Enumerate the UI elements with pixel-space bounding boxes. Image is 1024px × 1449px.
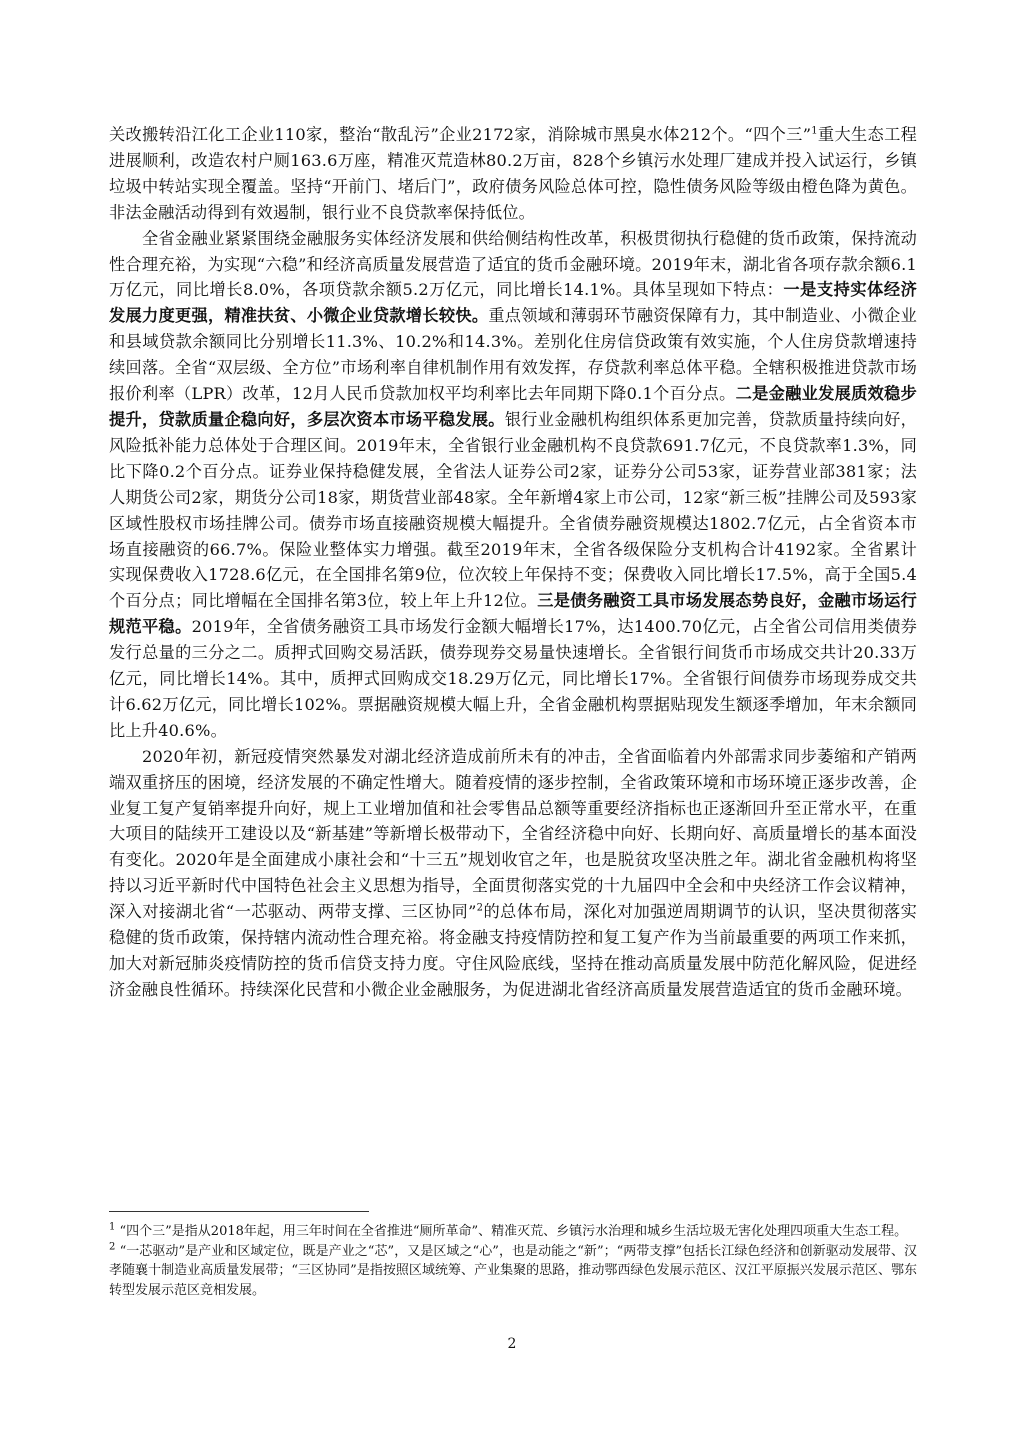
body-text — [109, 122, 917, 1003]
paragraph-2-text-c: 银行业金融机构组织体系更加完善，贷款质量持续向好，风险抵补能力总体处于合理区间。2019年末，全省银行业金融机构不良贷款691.7亿元，不良贷款率1.3%，同比下降0.2个百分点。证券业保持稳健发展，全省法人证券公司2家，证券分公司53家，证券营业部381家；法人期货公司2家，期货分公司18家，期货营业部48家。全年新增4家上市公司，12家“新三板”挂牌公司及593家区域性股权市场挂牌公司。债券市场直接融资规模大幅提升。全省债券融资规模达1802.7亿元，占全省资本市场直接融资的66.7%。保险业整体实力增强。截至2019年末，全省各级保险分支机构合计4192家。全省累计实现保费收入1728.6亿元，在全国排名第9位，位次较上年保持不变；保费收入同比增长17.5%，高于全国5.4个百分点；同比增幅在全国排名第3位，较上年上升12位。 — [109, 409, 917, 611]
footnote-2-text: “一芯驱动”是产业和区域定位，既是产业之“芯”，又是区域之“心”，也是动能之“新”；“两带支撑”包括长江绿色经济和创新驱动发展带、汉孝随襄十制造业高质量发展带；“三区协同”是指按照区域统筹、产业集聚的思路，推动鄂西绿色发展示范区、汉江平原振兴发展示范区、鄂东转型发展示范区竞相发展。 — [109, 1243, 917, 1298]
paragraph-1-text-a: 关改搬转沿江化工企业110家，整治“散乱污”企业2172家，消除城市黑臭水体212个。“四个三” — [109, 125, 812, 144]
footnote-1-text: “四个三”是指从2018年起，用三年时间在全省推进“厕所革命”、精准灭荒、乡镇污水治理和城乡生活垃圾无害化处理四项重大生态工程。 — [119, 1224, 908, 1239]
footnote-ref-2: 2 — [476, 902, 484, 914]
paragraph-3-text-a: 2020年初，新冠疫情突然暴发对湖北经济造成前所未有的冲击，全省面临着内外部需求同步萎缩和产销两端双重挤压的困境，经济发展的不确定性增大。随着疫情的逐步控制，全省政策环境和市场环境正逐步改善，企业复工复产复销率提升向好，规上工业增加值和社会零售品总额等重要经济指标也正逐渐回升至正常水平，在重大项目的陆续开工建设以及“新基建”等新增长极带动下，全省经济稳中向好、长期向好、高质量增长的基本面没有变化。2020年是全面建成小康社会和“十三五”规划收官之年，也是脱贫攻坚决胜之年。湖北省金融机构将坚持以习近平新时代中国特色社会主义思想为指导，全面贯彻落实党的十九届四中全会和中央经济工作会议精神，深入对接湖北省“一芯驱动、两带支撑、三区协同” — [109, 746, 917, 922]
footnote-2 — [109, 1242, 917, 1301]
page-number: 2 — [507, 1336, 517, 1352]
paragraph-2-point-one: 一是支持实体经济发展力度更强，精准扶贫、小微企业贷款增长较快。 — [109, 280, 917, 326]
paragraph-2-text-a: 全省金融业紧紧围绕金融服务实体经济发展和供给侧结构性改革，积极贯彻执行稳健的货币政策，保持流动性合理充裕，为实现“六稳”和经济高质量发展营造了适宜的货币金融环境。2019年末，湖北省各项存款余额6.1万亿元，同比增长8.0%，各项贷款余额5.2万亿元，同比增长14.1%。具体呈现如下特点： — [109, 228, 917, 300]
paragraph-1 — [109, 122, 917, 226]
footnotes — [109, 1222, 917, 1300]
paragraph-2-point-three: 三是债务融资工具市场发展态势良好，金融市场运行规范平稳。 — [109, 591, 917, 637]
paragraph-2 — [109, 226, 917, 744]
footnote-1-marker: 1 — [109, 1221, 116, 1233]
paragraph-1-text-b: 重大生态工程进展顺利，改造农村户厕163.6万座，精准灭荒造林80.2万亩，828个乡镇污水处理厂建成并投入试运行，乡镇垃圾中转站实现全覆盖。坚持“开前门、堵后门”，政府债务风险总体可控，隐性债务风险等级由橙色降为黄色。非法金融活动得到有效遏制，银行业不良贷款率保持低位。 — [109, 125, 917, 222]
paragraph-3 — [109, 744, 917, 1003]
paragraph-2-text-b: 重点领域和薄弱环节融资保障有力，其中制造业、小微企业和县域贷款余额同比分别增长11.3%、10.2%和14.3%。差别化住房信贷政策有效实施，个人住房贷款增速持续回落。全省“双层级、全方位”市场利率自律机制作用有效发挥，存贷款利率总体平稳。全辖积极推进贷款市场报价利率（LPR）改革，12月人民币贷款加权平均利率比去年同期下降0.1个百分点。 — [109, 306, 917, 404]
footnote-ref-1: 1 — [811, 125, 818, 137]
paragraph-2-point-two: 二是金融业发展质效稳步提升，贷款质量企稳向好，多层次资本市场平稳发展。 — [109, 384, 917, 429]
footnote-divider — [109, 1211, 369, 1212]
paragraph-2-text-d: 2019年，全省债务融资工具市场发行金额大幅增长17%，达1400.70亿元，占全省公司信用类债券发行总量的三分之二。质押式回购交易活跃，债券现券交易量快速增长。全省银行间货币市场成交共计20.33万亿元，同比增长14%。其中，质押式回购成交18.29万亿元，同比增长17%。全省银行间债券市场现券成交共计6.62万亿元，同比增长102%。票据融资规模大幅上升，全省金融机构票据贴现发生额逐季增加，年末余额同比上升40.6%。 — [109, 617, 917, 740]
paragraph-3-text-b: 的总体布局，深化对加强逆周期调节的认识，坚决贯彻落实稳健的货币政策，保持辖内流动性合理充裕。将金融支持疫情防控和复工复产作为当前最重要的两项工作来抓，加大对新冠肺炎疫情防控的货币信贷支持力度。守住风险底线，坚持在推动高质量发展中防范化解风险，促进经济金融良性循环。持续深化民营和小微企业金融服务，为促进湖北省经济高质量发展营造适宜的货币金融环境。 — [109, 902, 918, 999]
footnote-2-marker: 2 — [109, 1241, 116, 1253]
footnote-1 — [109, 1222, 917, 1242]
